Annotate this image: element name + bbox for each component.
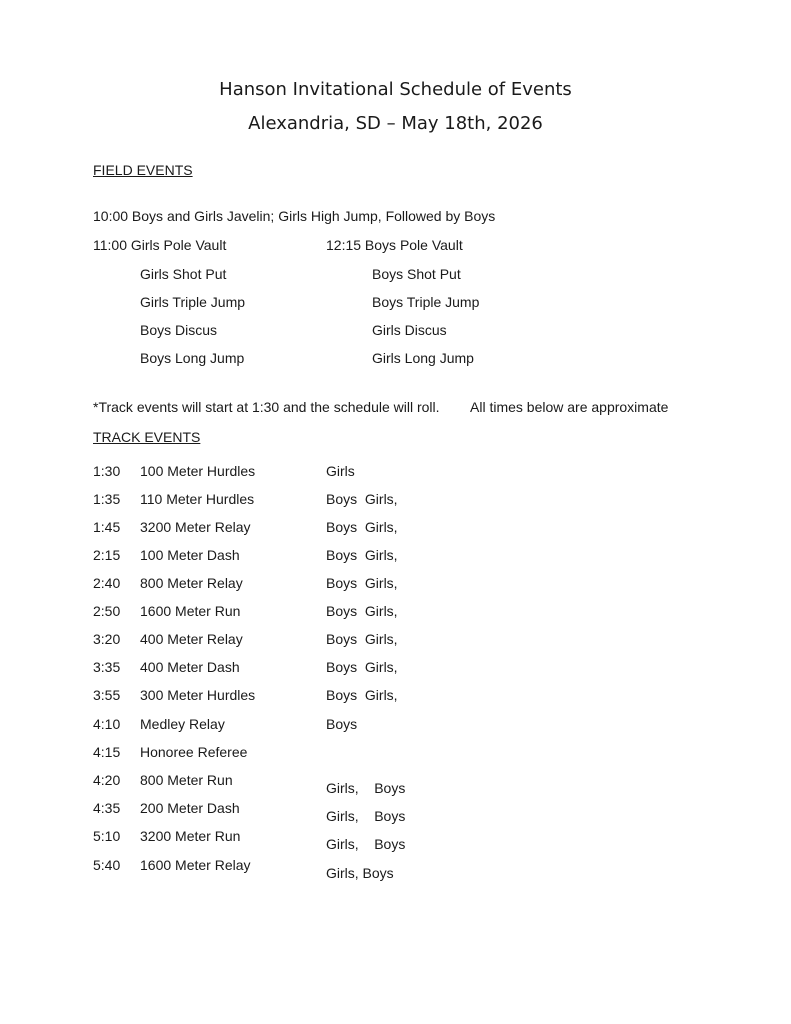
field-right-item: Boys Shot Put	[372, 266, 461, 282]
track-row-event: 100 Meter Dash	[140, 547, 240, 563]
track-row-time: 4:10	[93, 716, 121, 732]
track-row-groups: Boys Girls,	[326, 491, 398, 507]
page-subtitle: Alexandria, SD – May 18th, 2026	[248, 113, 543, 134]
field-right-time: 12:15 Boys Pole Vault	[326, 237, 463, 253]
track-row-groups: Girls, Boys	[326, 865, 394, 881]
track-row-groups: Girls, Boys	[326, 780, 406, 796]
track-row-groups: Boys Girls,	[326, 547, 398, 563]
track-row-event: 1600 Meter Relay	[140, 857, 251, 873]
track-row-groups: Girls, Boys	[326, 808, 406, 824]
track-events-heading: TRACK EVENTS	[93, 429, 201, 445]
track-row-event: 800 Meter Run	[140, 772, 233, 788]
track-row-event: 100 Meter Hurdles	[140, 463, 256, 479]
track-row-time: 5:40	[93, 857, 121, 873]
track-row-groups: Boys Girls,	[326, 603, 398, 619]
field-right-item: Girls Long Jump	[372, 350, 474, 366]
track-row-event: 1600 Meter Run	[140, 603, 241, 619]
track-row-time: 3:55	[93, 687, 121, 703]
track-row-time: 1:30	[93, 463, 121, 479]
track-row-time: 1:45	[93, 519, 121, 535]
field-left-item: Boys Long Jump	[140, 350, 245, 366]
track-row-event: Honoree Referee	[140, 744, 248, 760]
track-row-groups: Boys	[326, 716, 358, 732]
field-left-time: 11:00 Girls Pole Vault	[93, 237, 227, 253]
track-row-time: 4:35	[93, 800, 121, 816]
track-row-event: 300 Meter Hurdles	[140, 687, 256, 703]
field-left-item: Boys Discus	[140, 322, 218, 338]
track-row-event: 800 Meter Relay	[140, 575, 243, 591]
track-row-groups: Boys Girls,	[326, 687, 398, 703]
track-row-event: 400 Meter Relay	[140, 631, 243, 647]
track-row-event: Medley Relay	[140, 716, 225, 732]
field-events-heading: FIELD EVENTS	[93, 162, 193, 178]
approximate-note: All times below are approximate	[470, 399, 669, 415]
track-row-time: 3:35	[93, 659, 121, 675]
track-row-time: 2:15	[93, 547, 121, 563]
field-intro-line: 10:00 Boys and Girls Javelin; Girls High Jump, Followed by Boys	[93, 208, 496, 224]
track-row-time: 4:15	[93, 744, 121, 760]
track-row-time: 4:20	[93, 772, 121, 788]
track-row-event: 3200 Meter Relay	[140, 519, 251, 535]
track-row-event: 200 Meter Dash	[140, 800, 240, 816]
track-row-event: 400 Meter Dash	[140, 659, 240, 675]
track-row-groups: Boys Girls,	[326, 631, 398, 647]
track-row-time: 1:35	[93, 491, 121, 507]
track-row-time: 2:50	[93, 603, 121, 619]
field-right-item: Boys Triple Jump	[372, 294, 480, 310]
track-row-event: 110 Meter Hurdles	[140, 491, 255, 507]
field-left-item: Girls Triple Jump	[140, 294, 246, 310]
field-right-item: Girls Discus	[372, 322, 447, 338]
track-row-event: 3200 Meter Run	[140, 828, 241, 844]
track-row-groups: Boys Girls,	[326, 659, 398, 675]
track-row-groups: Girls	[326, 463, 355, 479]
track-row-groups: Boys Girls,	[326, 575, 398, 591]
page-title: Hanson Invitational Schedule of Events	[219, 79, 572, 100]
track-row-time: 3:20	[93, 631, 121, 647]
track-row-time: 5:10	[93, 828, 121, 844]
track-start-note: *Track events will start at 1:30 and the schedule will roll.	[93, 399, 440, 415]
field-left-item: Girls Shot Put	[140, 266, 227, 282]
track-row-time: 2:40	[93, 575, 121, 591]
track-row-groups: Boys Girls,	[326, 519, 398, 535]
track-row-groups: Girls, Boys	[326, 836, 406, 852]
